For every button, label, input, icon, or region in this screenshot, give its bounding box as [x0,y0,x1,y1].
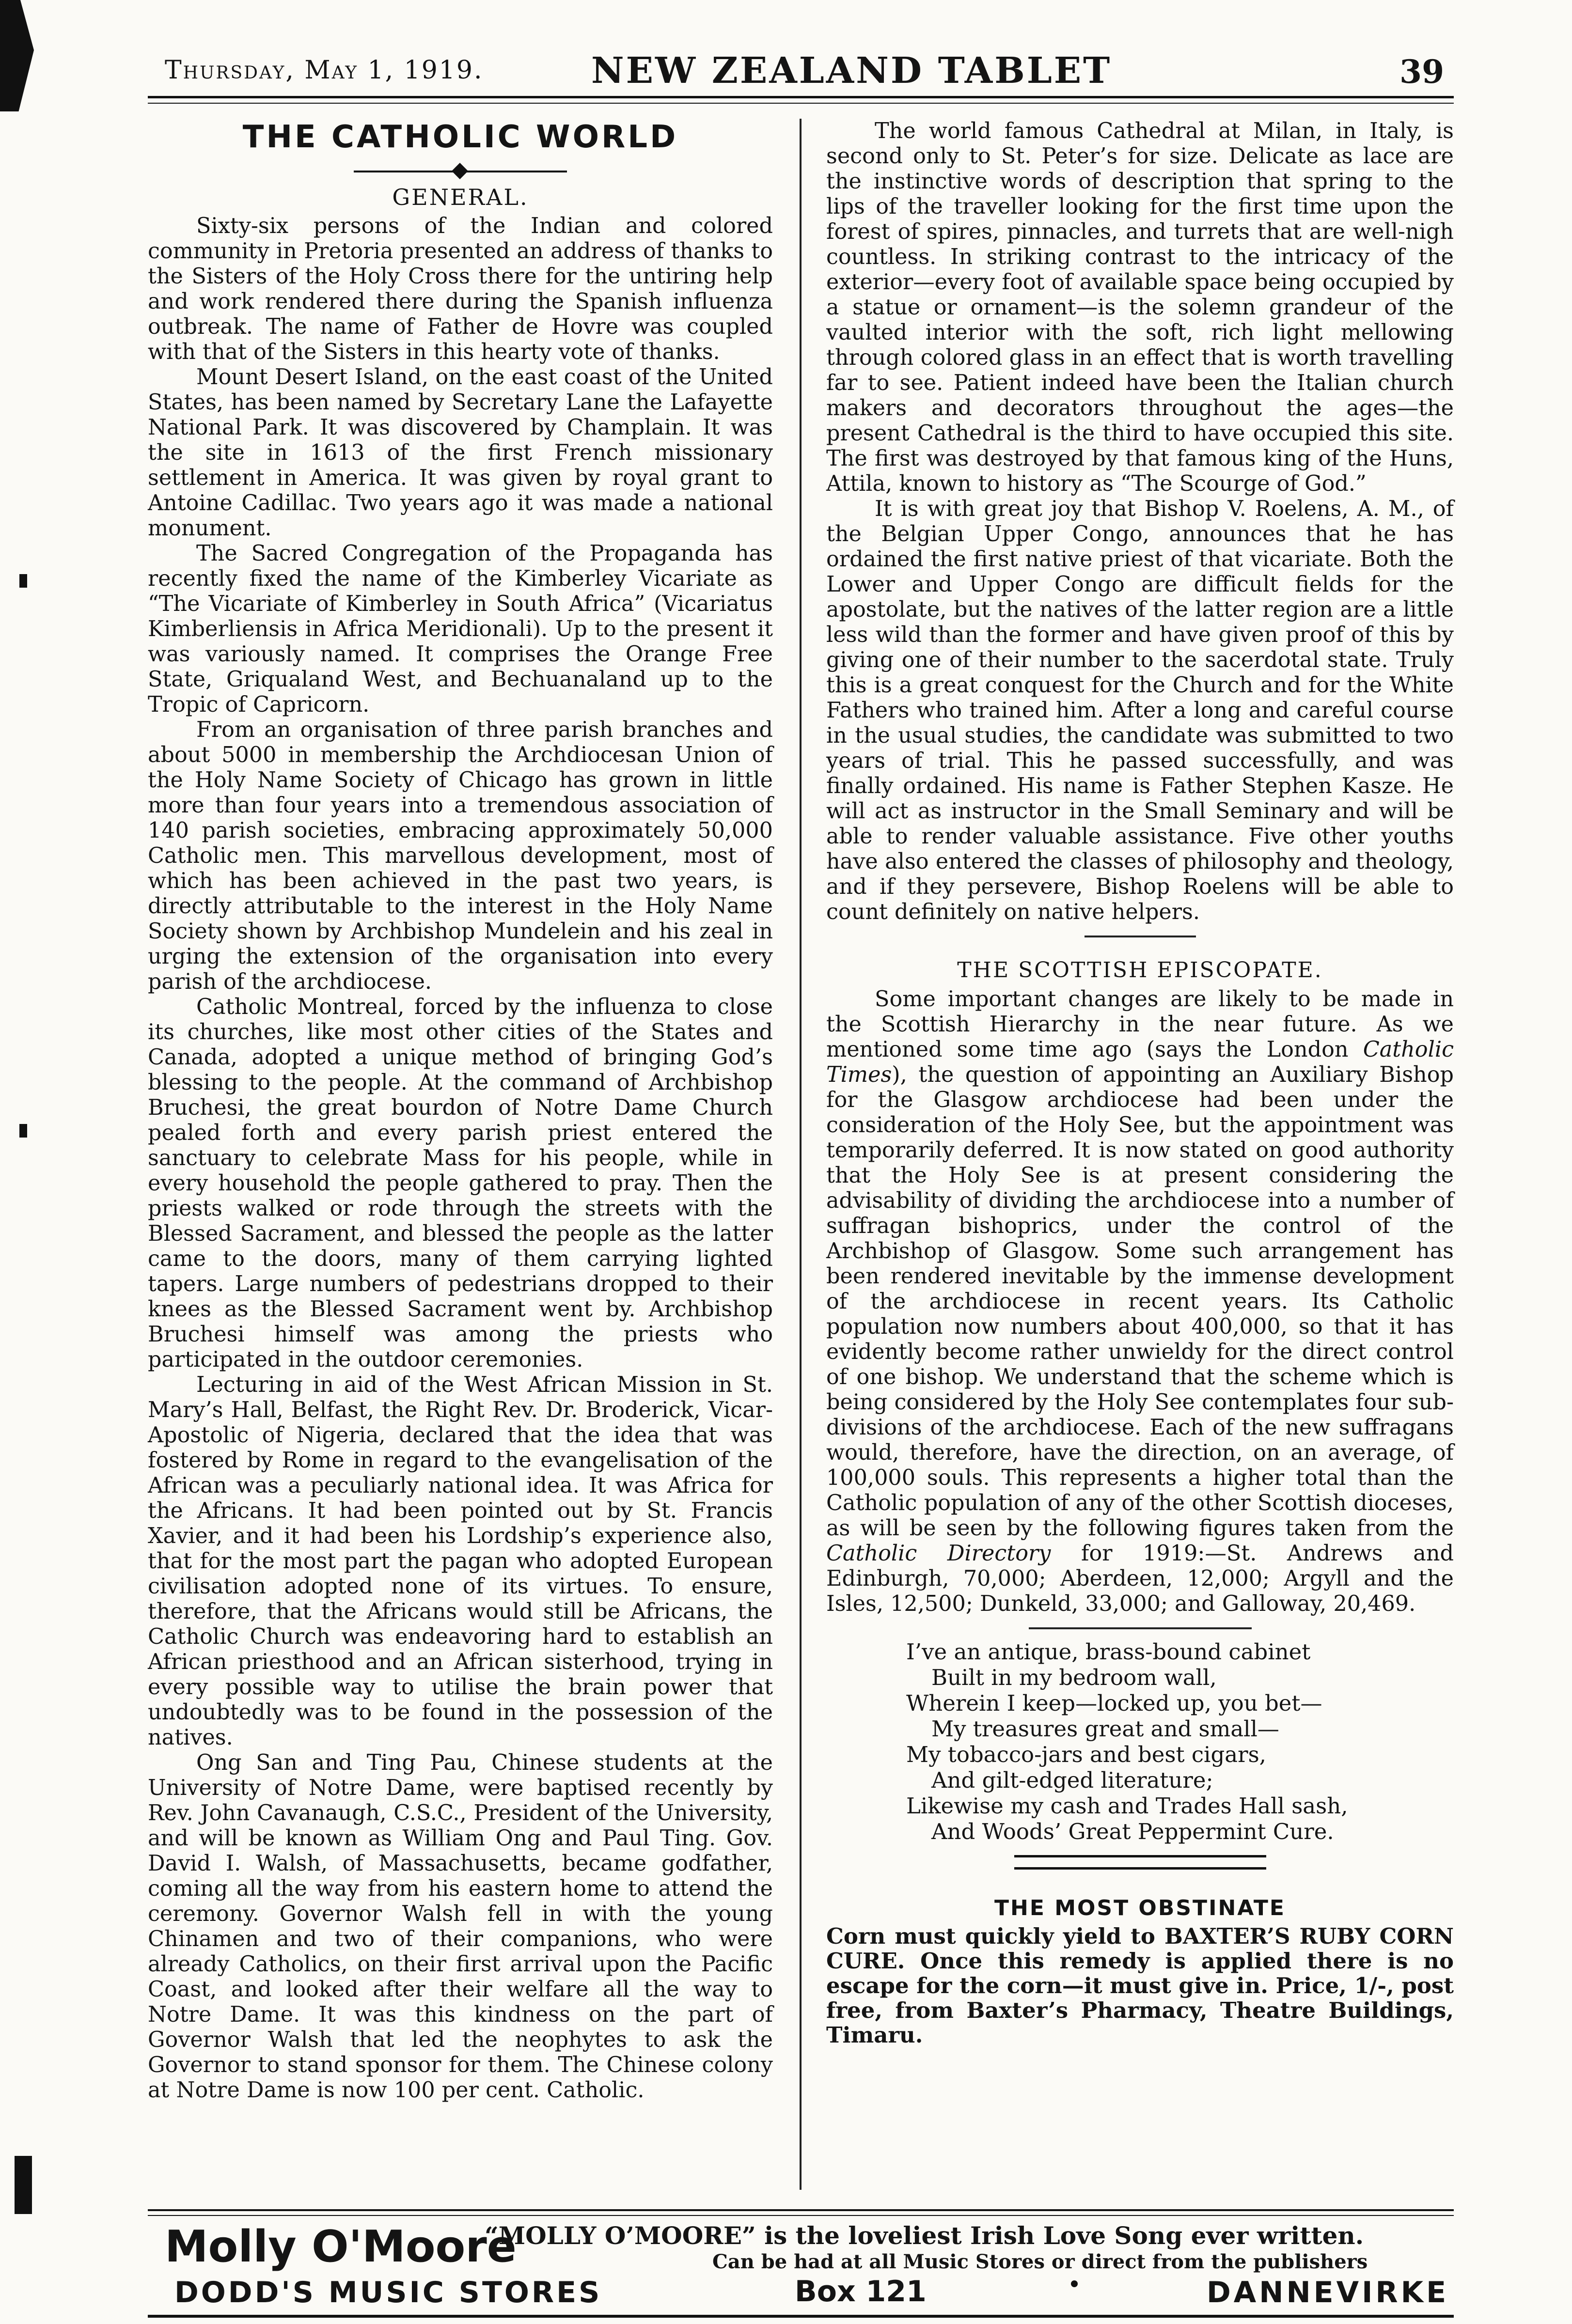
margin-mark [19,574,27,588]
left-column [148,119,773,2103]
article-paragraph: The Sacred Congregation of the Propaganda has recently fixed the name of the Kimberley Vicariate as “The Vicariate of Kimberley in South Africa” (Vicariatus Kimberliensis in Africa Meridionali). Up to the present it was variously named. It comprises the Orange Free State, Griqualand West, and Bechuanaland up to the Tropic of Capricorn. [148,541,773,717]
article-paragraph: Ong San and Ting Pau, Chinese students at the University of Notre Dame, were baptised recently by Rev. John Cavanaugh, C.S.C., President of the University, and will be known as William Ong and Paul Ting. Gov. David I. Walsh, of Massachusetts, became godfather, coming all the way from his eastern home to attend the ceremony. Governor Walsh fell in with the young Chinamen and two of their companions, who were already Catholics, on their first arrival upon the Pacific Coast, and looked after their welfare all the way to Notre Dame. It was this kindness on the part of Governor Walsh that led the neophytes to ask the Governor to stand sponsor for them. The Chinese colony at Notre Dame is now 100 per cent. Catholic. [148,1750,773,2103]
header-rule [148,96,1454,98]
ad-song-title: Molly O'Moore [165,2221,517,2272]
page-header [165,51,1444,94]
bullet-separator [1071,2280,1078,2287]
advertisement-text: Corn must quickly yield to BAXTER’S RUBY CORN CURE. Once this remedy is applied there is no escape for the corn—it must give in. Price, 1/-, post free, from Baxter’s Pharmacy, Theatre Buildings, Timaru. [826,1923,1454,2048]
column-divider [800,119,802,2190]
verse-line: I’ve an antique, brass-bound cabinet [906,1639,1311,1665]
verse-line: My tobacco-jars and best cigars, [906,1742,1266,1767]
ad-song-description: “MOLLY O’MOORE” is the loveliest Irish Love Song ever written. [485,2221,1364,2250]
advertisement-title: THE MOST OBSTINATE [994,1896,1286,1920]
article-paragraph: Some important changes are likely to be made in the Scottish Hierarchy in the near future. As we mentioned some time ago (says the London Catholic Times), the question of appointing an Auxiliary Bishop for the Glasgow archdiocese had been under the consideration of the Holy See, but the appointment was temporarily deferred. It is now stated on good authority that the Holy See is at present considering the advisability of dividing the archdiocese into a number of suffragan bishoprics, under the control of the Archbishop of Glasgow. Some such arrangement has been rendered inevitable by the immense development of the archdiocese in recent years. Its Catholic population now numbers about 400,000, so that it has evidently become rather unwieldy for the direct control of one bishop. We understand that the scheme which is being considered by the Holy See contemplates four sub-divisions of the archdiocese. Each of the new suffragans would, therefore, have the direction, on an average, of 100,000 souls. This represents a higher total than the Catholic population of any of the other Scottish dioceses, as will be seen by the following figures taken from the Catholic Directory for 1919:—St. Andrews and Edinburgh, 70,000; Aberdeen, 12,000; Argyll and the Isles, 12,500; Dunkeld, 33,000; and Galloway, 20,469. [826,987,1454,1616]
margin-mark-bottom [15,2156,32,2214]
double-rule [1014,1855,1266,1870]
verse-line: And gilt-edged literature; [931,1767,1213,1793]
header-date: Thursday, May 1, 1919. [165,56,484,85]
article-paragraph: From an organisation of three parish branches and about 5000 in membership the Archdiocesan Union of the Holy Name Society of Chicago has grown in little more than four years into a tremendous association of 140 parish societies, embracing approximately 50,000 Catholic men. This marvellous development, most of which has been achieved in the past two years, is directly attributable to the interest in the Holy Name Society shown by Archbishop Mundelein and his zeal in urging the extension of the organisation into every parish of the archdiocese. [148,717,773,994]
footer-rule [148,2209,1454,2211]
page-number: 39 [1399,53,1444,91]
subsection-heading: GENERAL. [392,184,529,210]
section-separator [1085,936,1196,937]
masthead-title: NEW ZEALAND TABLET [591,50,1112,92]
verse-line: And Woods’ Great Peppermint Cure. [931,1819,1334,1844]
ad-availability: Can be had at all Music Stores or direct from the publishers [712,2250,1368,2273]
article-paragraph: Sixty-six persons of the Indian and colored community in Pretoria presented an address of thanks to the Sisters of the Holy Cross there for the untiring help and work rendered there during the Spanish influenza outbreak. The name of Father de Hovre was coupled with that of the Sisters in this hearty vote of thanks. [148,214,773,364]
section-separator [1029,1627,1252,1629]
right-column [826,119,1454,2047]
bottom-rule [148,2315,1454,2318]
article-paragraph: It is with great joy that Bishop V. Roelens, A. M., of the Belgian Upper Congo, announces that he has ordained the first native priest of that vicariate. Both the Lower and Upper Congo are difficult fields for the apostolate, but the natives of the latter region are a little less wild than the former and have given proof of this by giving one of their number to the sacerdotal state. Truly this is a great conquest for the Church and for the White Fathers who trained him. After a long and careful course in the usual studies, the candidate was submitted to two years of trial. This he passed successfully, and was finally ordained. His name is Father Stephen Kasze. He will act as instructor in the Small Seminary and will be able to render valuable assistance. Five other youths have also entered the classes of philosophy and theology, and if they persevere, Bishop Roelens will be able to count definitely on native helpers. [826,497,1454,924]
verse-line: My treasures great and small— [931,1716,1279,1742]
margin-mark [19,1124,27,1138]
header-rule-thin [148,103,1454,104]
title-ornament [354,163,567,180]
article-paragraph: The world famous Cathedral at Milan, in Italy, is second only to St. Peter’s for size. Delicate as lace are the instinctive words of description that spring to the lips of the traveller looking for the first time upon the forest of spires, pinnacles, and turrets that are well-nigh countless. In striking contrast to the intricacy of the exterior—every foot of available space being occupied by a statue or ornament—is the solemn grandeur of the vaulted interior with the soft, rich light mellowing through colored glass in an effect that is worth travelling far to see. Patient indeed have been the Italian church makers and decorators throughout the ages—the present Cathedral is the third to have occupied this site. The first was destroyed by that famous king of the Huns, Attila, known to history as “The Scourge of God.” [826,119,1454,496]
ad-box-number: Box 121 [795,2275,927,2308]
article-paragraph: Mount Desert Island, on the east coast of the United States, has been named by Secretary Lane the Lafayette National Park. It was discovered by Champlain. It was the site in 1613 of the first French missionary settlement in America. It was given by royal grant to Antoine Cadillac. Two years ago it was made a national monument. [148,365,773,541]
subsection-heading: THE SCOTTISH EPISCOPATE. [957,958,1323,983]
verse-line: Likewise my cash and Trades Hall sash, [906,1793,1348,1819]
footer-rule-thin [148,2215,1454,2216]
section-title: THE CATHOLIC WORLD [242,119,678,155]
verse [906,1639,1454,1844]
article-paragraph: Catholic Montreal, forced by the influenza to close its churches, like most other cities of the States and Canada, adopted a unique method of bringing God’s blessing to the people. At the command of Archbishop Bruchesi, the great bourdon of Notre Dame Church pealed forth and every parish priest entered the sanctuary to celebrate Mass for his people, while in every household the people gathered to pray. Then the priests walked or rode through the streets with the Blessed Sacrament, and blessed the people as the latter came to the doors, many of them carrying lighted tapers. Large numbers of pedestrians dropped to their knees as the Blessed Sacrament went by. Archbishop Bruchesi himself was among the priests who participated in the outdoor ceremonies. [148,995,773,1372]
margin-mark-top [0,0,34,111]
verse-line: Wherein I keep—locked up, you bet— [906,1690,1322,1716]
verse-line: Built in my bedroom wall, [931,1665,1217,1690]
article-paragraph: Lecturing in aid of the West African Mission in St. Mary’s Hall, Belfast, the Right Rev. Dr. Broderick, Vicar-Apostolic of Nigeria, declared that the idea that was fostered by Rome in regard to the evangelisation of the African was a peculiarly national idea. It was Africa for the Africans. It had been pointed out by St. Francis Xavier, and it had been his Lordship’s experience also, that for the most part the pagan who adopted European civilisation adopted none of its virtues. To ensure, therefore, that the Africans would still be Africans, the Catholic Church was endeavoring hard to establish an African priesthood and an African sisterhood, trying in every possible way to utilise the brain power that undoubtedly was to be found in the possession of the natives. [148,1373,773,1750]
footer-advertisement [165,2221,1454,2318]
ad-store-name: DODD'S MUSIC STORES [174,2276,602,2309]
ad-town: DANNEVIRKE [1207,2276,1449,2309]
